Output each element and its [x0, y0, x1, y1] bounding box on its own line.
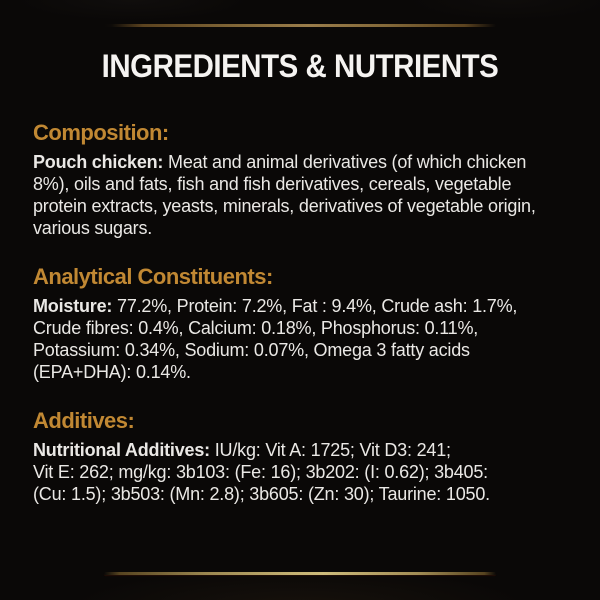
analytical-lead-bold: Moisture:: [33, 296, 113, 316]
additives-line-2: Vit E: 262; mg/kg: 3b103: (Fe: 16); 3b202: (I: 0.62); 3b405:: [33, 462, 488, 482]
analytical-line-1-text: 77.2%, Protein: 7.2%, Fat : 9.4%, Crude ash: 1.7%,: [112, 296, 518, 316]
section-additives: [33, 408, 588, 505]
page-title: INGREDIENTS & NUTRIENTS: [101, 48, 499, 84]
analytical-heading: Analytical Constituents:: [33, 264, 273, 289]
composition-line-1: [33, 151, 588, 173]
analytical-line-1: [33, 295, 588, 317]
section-composition: [33, 120, 588, 239]
additives-heading: Additives:: [33, 408, 135, 433]
gold-divider-bottom: [104, 572, 496, 575]
composition-line-1-text: Meat and animal derivatives (of which chicken: [163, 152, 527, 172]
additives-lead-bold: Nutritional Additives:: [33, 440, 210, 460]
analytical-line-4: (EPA+DHA): 0.14%.: [33, 362, 191, 382]
additives-line-3: (Cu: 1.5); 3b503: (Mn: 2.8); 3b605: (Zn: 30); Taurine: 1050.: [33, 484, 490, 504]
info-sections: [33, 120, 588, 530]
analytical-line-2: Crude fibres: 0.4%, Calcium: 0.18%, Phosphorus: 0.11%,: [33, 318, 479, 338]
gold-divider-top: [104, 24, 496, 27]
analytical-line-3: Potassium: 0.34%, Sodium: 0.07%, Omega 3 fatty acids: [33, 340, 470, 360]
composition-line-2: 8%), oils and fats, fish and fish derivatives, cereals, vegetable: [33, 174, 512, 194]
composition-line-4: various sugars.: [33, 218, 153, 238]
composition-line-3: protein extracts, yeasts, minerals, derivatives of vegetable origin,: [33, 196, 536, 216]
composition-heading: Composition:: [33, 120, 169, 145]
section-analytical-constituents: [33, 264, 588, 383]
additives-line-1: [33, 439, 588, 461]
composition-lead-bold: Pouch chicken:: [33, 152, 164, 172]
additives-line-1-text: IU/kg: Vit A: 1725; Vit D3: 241;: [209, 440, 451, 460]
